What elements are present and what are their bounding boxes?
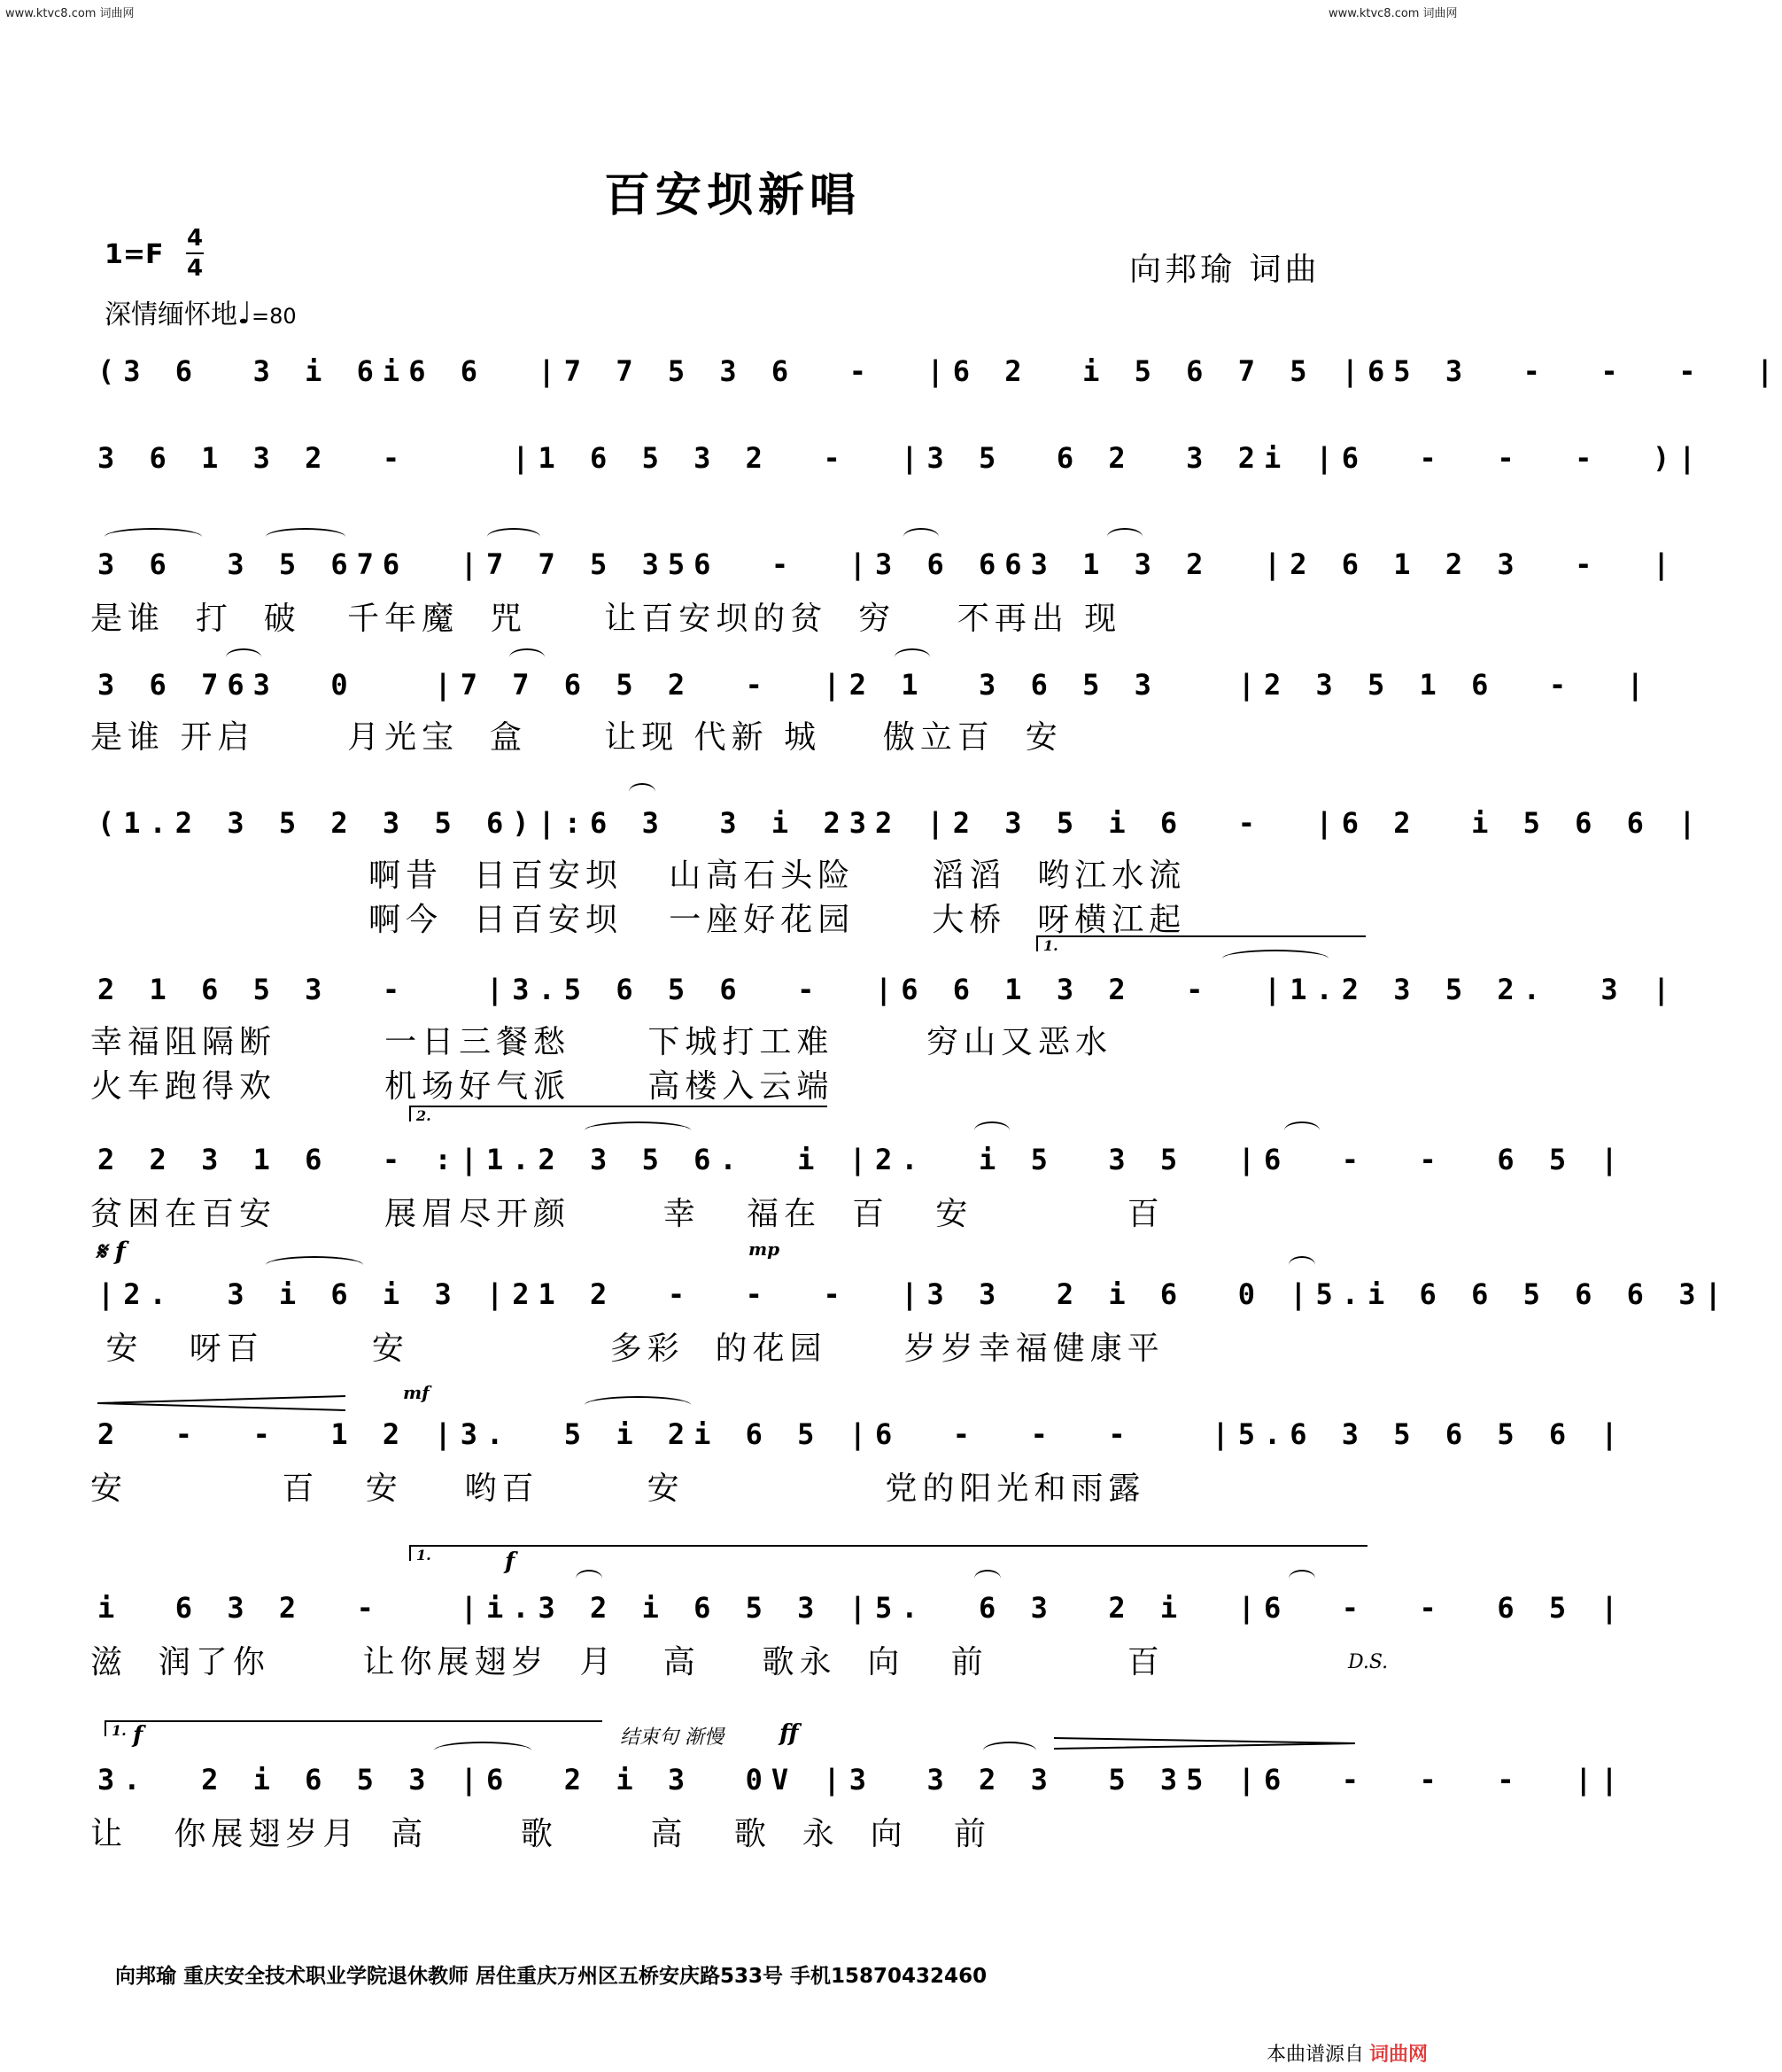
- notation-line: i 6 3 2 - |i.3 2 i 6 5 3 |5. 6 3 2 i |6 - - 6 5 |: [97, 1591, 1627, 1625]
- slur-mark: [983, 1742, 1036, 1759]
- source-credit: [1267, 2039, 1428, 2067]
- slur-mark: [1289, 1256, 1315, 1274]
- time-signature-bottom: 4: [186, 255, 204, 282]
- volta-label: 1.: [112, 1722, 127, 1739]
- slur-mark: [974, 1570, 1001, 1587]
- watermark-brand: 词曲网: [99, 7, 135, 20]
- tempo-value: =80: [252, 304, 297, 329]
- notation-line: 3. 2 i 6 5 3 |6 2 i 3 0V |3 3 2 3 5 35 |6 - - - ||: [97, 1763, 1627, 1797]
- notation-line: 2 2 3 1 6 - :|1.2 3 5 6. i |2. i 5 3 5 |6 - - 6 5 |: [97, 1143, 1627, 1176]
- mezzo-piano-mark: mp: [748, 1238, 780, 1260]
- score-system-9: [90, 1382, 1627, 1595]
- lyric-line: 安 百 安 哟百 安 党的阳光和雨露: [90, 1471, 1146, 1507]
- volta-label: 1.: [1043, 937, 1058, 954]
- slur-mark: [266, 1256, 363, 1274]
- volta-label: 2.: [416, 1107, 431, 1124]
- author-contact-info: 向邦瑜 重庆安全技术职业学院退休教师 居住重庆万州区五桥安庆路533号 手机15870432460: [115, 1965, 988, 1988]
- slur-mark: [903, 528, 939, 546]
- score-system-11: [90, 1720, 1627, 1940]
- lyric-line-verse-1: 幸福阻隔断 一日三餐愁 下城打工难 穷山又恶水: [90, 1024, 1112, 1060]
- fortissimo-mark: ff: [779, 1720, 799, 1747]
- score-system-5: [90, 806, 1705, 983]
- notation-line: 2 1 6 5 3 - |3.5 6 5 6 - |6 6 1 3 2 - |1.2 3 5 2. 3 |: [97, 973, 1679, 1006]
- lyric-line: 是谁 打 破 千年魔 咒 让百安坝的贫 穷 不再出 现: [90, 601, 1122, 637]
- lyric-line: 安 呀百 安 多彩 的花园 岁岁幸福健康平: [90, 1331, 1165, 1367]
- lyric-line-verse-1: 啊昔 日百安坝 山高石头险 滔滔 哟江水流: [90, 858, 1187, 894]
- volta-bracket-1: [1036, 935, 1366, 954]
- tempo-text: 深情缅怀地: [105, 299, 237, 330]
- volta-label: 1.: [416, 1547, 431, 1564]
- notation-line: |2. 3 i 6 i 3 |21 2 - - - |3 3 2 i 6 0 |5.i 6 6 5 6 6 3|: [97, 1277, 1731, 1311]
- quarter-note-icon: ♩: [237, 296, 252, 331]
- tempo-marking: [105, 292, 297, 331]
- notation-line: 3 6 1 3 2 - |1 6 5 3 2 - |3 5 6 2 3 2i |6 - - - )|: [97, 441, 1705, 475]
- lyric-line-verse-2: 火车跑得欢 机场好气派 高楼入云端: [90, 1068, 834, 1105]
- source-text: 本曲谱源自: [1267, 2044, 1365, 2066]
- source-brand: 词曲网: [1369, 2044, 1429, 2066]
- notation-line: (3 6 3 i 6i6 6 |7 7 5 3 6 - |6 2 i 5 6 7 5 |65 3 - - - |: [97, 354, 1782, 388]
- watermark-site-right: www.ktvc8.com: [1329, 7, 1420, 20]
- slur-mark: [509, 648, 545, 666]
- slur-mark: [266, 528, 345, 546]
- slur-mark: [1289, 1570, 1315, 1587]
- notation-line: 3 6 763 0 |7 7 6 5 2 - |2 1 3 6 5 3 |2 3 5 1 6 - |: [97, 668, 1653, 702]
- volta-bracket-1b: [409, 1545, 1367, 1564]
- time-signature: [186, 225, 204, 282]
- dal-segno-mark: D.S.: [1348, 1651, 1389, 1673]
- slur-mark: [226, 648, 261, 666]
- segno-forte-mark: 𝄋 f: [96, 1237, 126, 1266]
- slur-mark: [487, 528, 540, 546]
- lyric-line-verse-2: 啊今 日百安坝 一座好花园 大桥 呀横江起: [90, 902, 1187, 938]
- forte-mark: f: [133, 1722, 143, 1749]
- slur-mark: [105, 528, 202, 546]
- watermark-left: [5, 4, 135, 20]
- notation-line: 3 6 3 5 676 |7 7 5 356 - |3 6 663 1 3 2 |2 6 1 2 3 - |: [97, 547, 1679, 581]
- author-credit: 向邦瑜 词曲: [1129, 252, 1321, 288]
- slur-mark: [1284, 1121, 1320, 1139]
- crescendo-hairpin-icon: [97, 1394, 345, 1412]
- lyric-line: 贫困在百安 展眉尽开颜 幸 福在 百 安 百: [90, 1196, 1165, 1232]
- slur-mark: [895, 648, 930, 666]
- key-signature: 1=F: [105, 239, 164, 270]
- notation-line: (1.2 3 5 2 3 5 6)|:6 3 3 i 232 |2 3 5 i 6 - |6 2 i 5 6 6 |: [97, 806, 1705, 840]
- watermark-site: www.ktvc8.com: [5, 7, 97, 20]
- decrescendo-hairpin-icon: [1054, 1736, 1355, 1750]
- watermark-brand-right: 词曲网: [1422, 7, 1458, 20]
- slur-mark: [585, 1396, 691, 1414]
- slur-mark: [974, 1121, 1010, 1139]
- lyric-line: 是谁 开启 月光宝 盒 让现 代新 城 傲立百 安: [90, 719, 1063, 756]
- time-signature-top: 4: [186, 225, 204, 252]
- volta-bracket-2: [409, 1106, 827, 1124]
- watermark-right: [1329, 4, 1458, 20]
- ending-instruction: 结束句 渐慢: [620, 1727, 724, 1749]
- score-system-6: [90, 937, 1679, 1150]
- lyric-line: 让 你展翅岁月 高 歌 高 歌 永 向 前: [90, 1816, 991, 1852]
- slur-mark: [585, 1121, 691, 1139]
- slur-mark: [1107, 528, 1143, 546]
- slur-mark: [434, 1742, 531, 1759]
- slur-mark: [576, 1570, 602, 1587]
- forte-mark: f: [505, 1548, 515, 1575]
- slur-mark: [1222, 950, 1329, 967]
- volta-bracket-1c: [105, 1720, 602, 1739]
- notation-line: 2 - - 1 2 |3. 5 i 2i 6 5 |6 - - - |5.6 3 5 6 5 6 |: [97, 1417, 1627, 1451]
- lyric-line: 滋 润了你 让你展翅岁 月 高 歌永 向 前 百: [90, 1644, 1165, 1680]
- page-title: 百安坝新唱: [603, 168, 861, 222]
- fermata-icon: [629, 783, 655, 801]
- mezzo-forte-mark: mf: [403, 1382, 430, 1403]
